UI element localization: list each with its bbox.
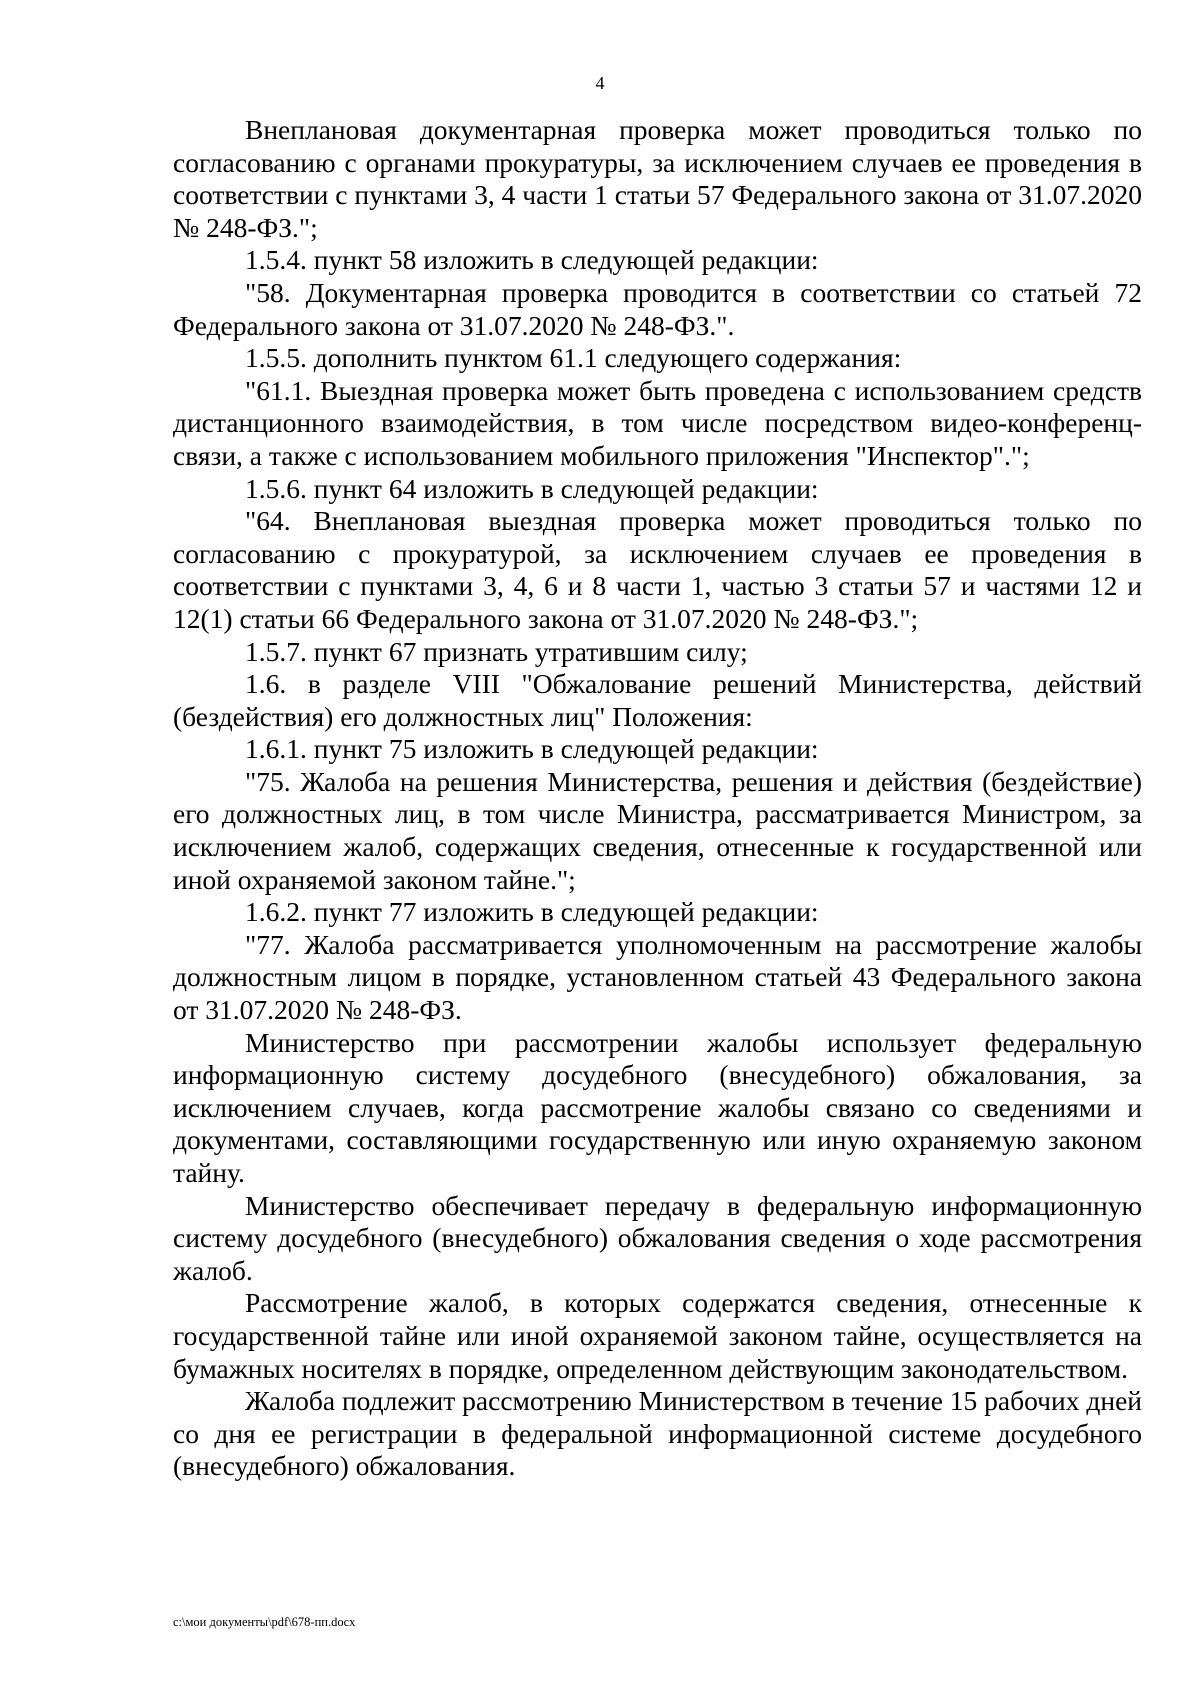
- paragraph: "64. Внеплановая выездная проверка может проводиться только по согласованию с прокуратурой, за исключением случаев ее проведения в соответствии с пунктами 3, 4, 6 и 8 части 1, частью 3 статьи 57 и частями 12 и 12(1) статьи 66 Федерального закона от 31.07.2020 № 248-ФЗ.";: [173, 505, 1142, 634]
- document-body: [173, 114, 1142, 1483]
- paragraph: 1.5.6. пункт 64 изложить в следующей редакции:: [245, 472, 819, 504]
- paragraph: Внеплановая документарная проверка может проводиться только по согласованию с органами прокуратуры, за исключением случаев ее проведения в соответствии с пунктами 3, 4 части 1 статьи 57 Федерального закона от 31.07.2020 № 248-ФЗ.";: [173, 114, 1142, 243]
- paragraph: Жалоба подлежит рассмотрению Министерством в течение 15 рабочих дней со дня ее регистрации в федеральной информационной системе досудебного (внесудебного) обжалования.: [173, 1385, 1142, 1482]
- paragraph: 1.6. в разделе VIII "Обжалование решений Министерства, действий (бездействия) его должностных лиц" Положения:: [173, 668, 1142, 732]
- paragraph: 1.5.5. дополнить пунктом 61.1 следующего содержания:: [245, 342, 902, 374]
- paragraph: 1.6.1. пункт 75 изложить в следующей редакции:: [245, 733, 819, 765]
- paragraph: 1.6.2. пункт 77 изложить в следующей редакции:: [245, 896, 819, 928]
- footer-file-path: c:\мои документы\pdf\678-пп.docx: [173, 1615, 356, 1629]
- paragraph: "75. Жалоба на решения Министерства, решения и действия (бездействие) его должностных лиц, в том числе Министра, рассматривается Министром, за исключением жалоб, содержащих сведения, отнесенные к государственной или иной охраняемой законом тайне.";: [173, 765, 1142, 895]
- paragraph: 1.5.4. пункт 58 изложить в следующей редакции:: [245, 244, 819, 276]
- paragraph: Министерство обеспечивает передачу в федеральную информационную систему досудебного (внесудебного) обжалования сведения о ходе рассмотрения жалоб.: [173, 1189, 1142, 1286]
- paragraph: "77. Жалоба рассматривается уполномоченным на рассмотрение жалобы должностным лицом в порядке, установленном статьей 43 Федерального закона от 31.07.2020 № 248-ФЗ.: [173, 928, 1142, 1026]
- paragraph: "61.1. Выездная проверка может быть проведена с использованием средств дистанционного взаимодействия, в том числе посредством видео-конференц-связи, а также с использованием мобильного приложения "Инспектор".";: [173, 374, 1142, 471]
- paragraph: Министерство при рассмотрении жалобы использует федеральную информационную систему досудебного (внесудебного) обжалования, за исключением случаев, когда рассмотрение жалобы связано со сведениями и документами, составляющими государственную или иную охраняемую законом тайну.: [173, 1026, 1142, 1188]
- paragraph: 1.5.7. пункт 67 признать утратившим силу;: [245, 635, 748, 667]
- paragraph: Рассмотрение жалоб, в которых содержатся сведения, отнесенные к государственной тайне или иной охраняемой законом тайне, осуществляется на бумажных носителях в порядке, определенном действующим законодательством.: [173, 1287, 1142, 1384]
- paragraph: "58. Документарная проверка проводится в соответствии со статьей 72 Федерального закона от 31.07.2020 № 248-ФЗ.".: [173, 276, 1142, 341]
- page-number: 4: [595, 73, 605, 93]
